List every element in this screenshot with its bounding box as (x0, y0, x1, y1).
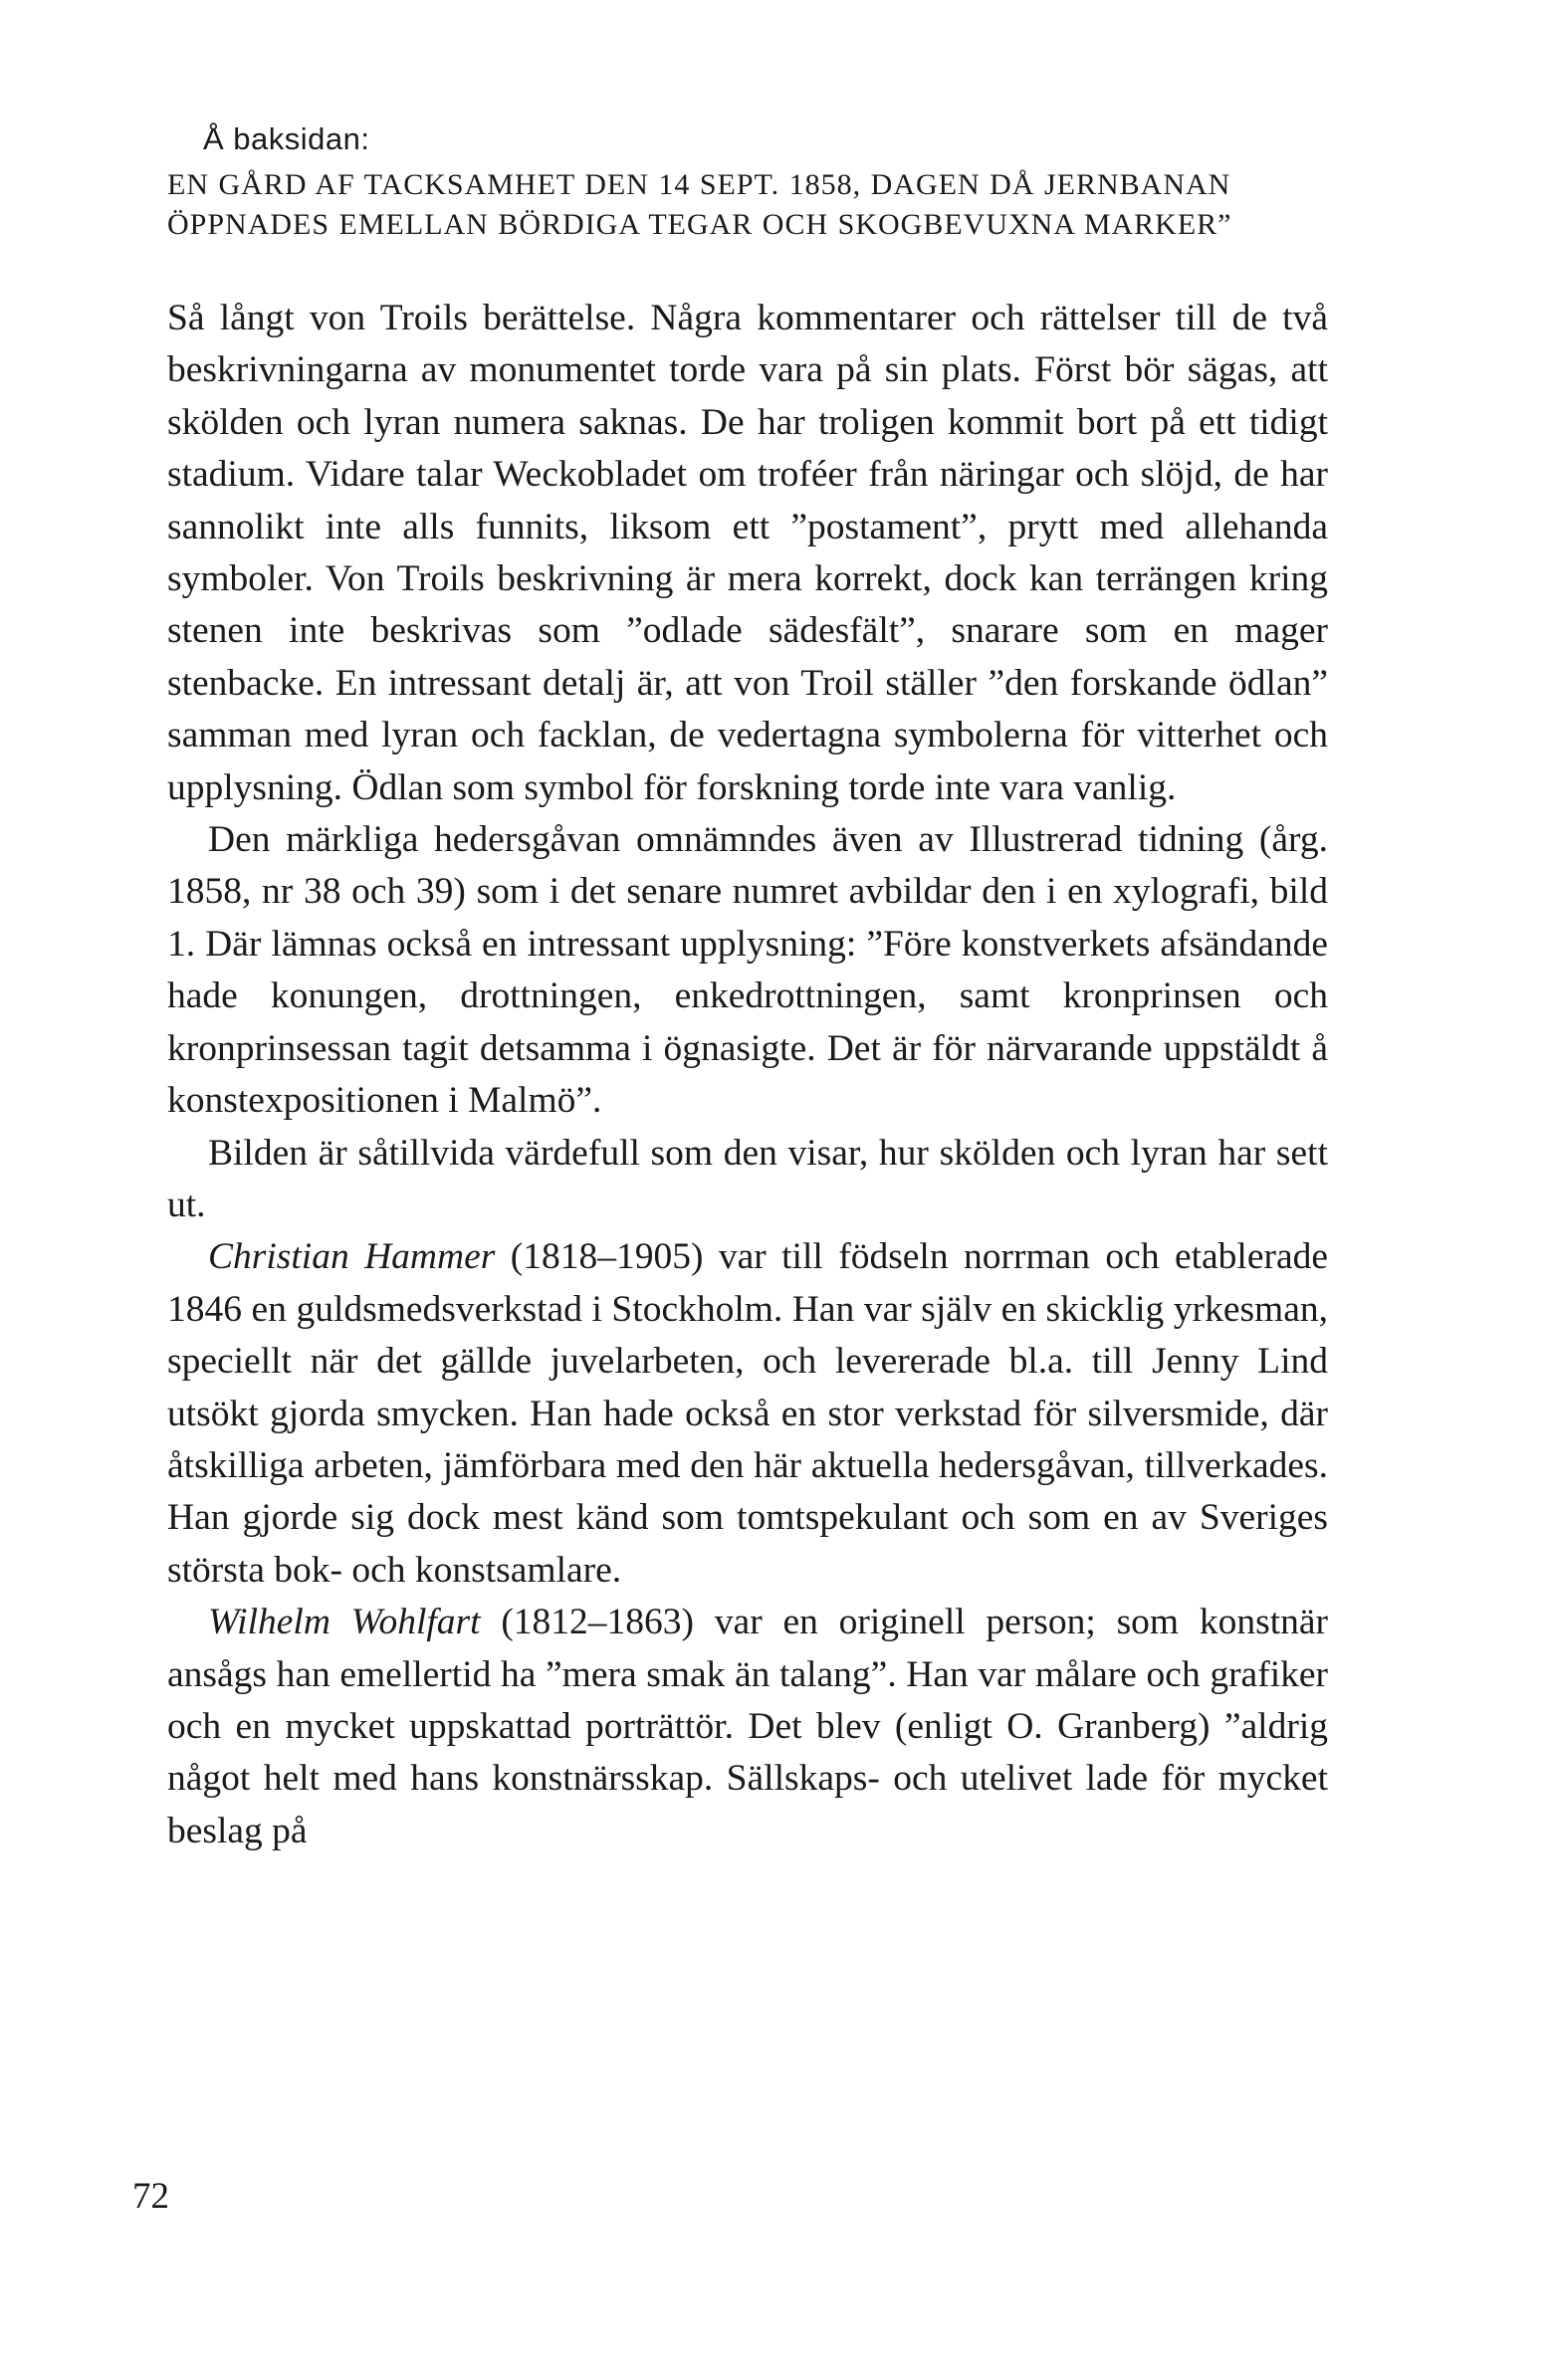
paragraph: Den märkliga hedersgåvan omnämndes även av Illustrerad tidning (årg. 1858, nr 38 och 39) som i det senare numret avbildar den i en xylografi, bild 1. Där lämnas också en intressant upplysning: ”Före konstverkets afsändande hade konungen, drottningen, enkedrottningen, samt kronprinsen och kronprinsessan tagit detsamma i ögnasigte. Det är för närvarande uppstäldt å konstexpositionen i Malmö”. (167, 819, 1328, 1122)
paragraph (167, 1231, 1328, 1597)
person-name: Wilhelm Wohlfart (208, 1602, 481, 1643)
caption-text: EN GÅRD AF TACKSAMHET DEN 14 SEPT. 1858, DAGEN DÅ JERNBANAN ÖPPNADES EMELLAN BÖRDIGA TEGAR OCH SKOGBEVUXNA MARKER” (167, 168, 1232, 241)
paragraph-text: (1818–1905) var till födseln norrman och etablerade 1846 en guldsmedsverkstad i Stockholm. Han var själv en skicklig yrkesman, speciellt när det gällde juvelarbeten, och levererade bl.a. till Jenny Lind utsökt gjorda smycken. Han hade också en stor verkstad för silversmide, där åtskilliga arbeten, jämförbara med den här aktuella hedersgåvan, tillverkades. Han gjorde sig dock mest känd som tomtspekulant och som en av Sveriges största bok- och konstsamlare. (167, 1236, 1329, 1591)
page-number: 72 (132, 2176, 169, 2217)
paragraph: Bilden är såtillvida värdefull som den visar, hur skölden och lyran har sett ut. (167, 1132, 1328, 1225)
paragraph: Så långt von Troils berättelse. Några kommentarer och rättelser till de två beskrivningarna av monumentet torde vara på sin plats. Först bör sägas, att skölden och lyran numera saknas. De har troligen kommit bort på ett tidigt stadium. Vidare talar Weckobladet om troféer från näringar och slöjd, de har sannolikt inte alls funnits, liksom ett ”postament”, prytt med allehanda symboler. Von Troils beskrivning är mera korrekt, dock kan terrängen kring stenen inte beskrivas som ”odlade sädesfält”, snarare som en mager stenbacke. En intressant detalj är, att von Troil ställer ”den forskande ödlan” samman med lyran och facklan, de vedertagna symbolerna för vitterhet och upplysning. Ödlan som symbol för forskning torde inte vara vanlig. (167, 298, 1328, 808)
page-content (167, 119, 1328, 1857)
paragraph-text: (1812–1863) var en originell person; som konstnär ansågs han emellertid ha ”mera smak än talang”. Han var målare och grafiker och en mycket uppskattad porträttör. Det blev (enligt O. Granberg) ”aldrig något helt med hans konstnärsskap. Sällskaps- och utelivet lade för mycket beslag på (167, 1602, 1328, 1851)
body-text (167, 293, 1328, 1857)
person-name: Christian Hammer (208, 1236, 496, 1278)
paragraph (167, 1597, 1328, 1857)
caption-intro: Å baksidan: (203, 121, 370, 156)
